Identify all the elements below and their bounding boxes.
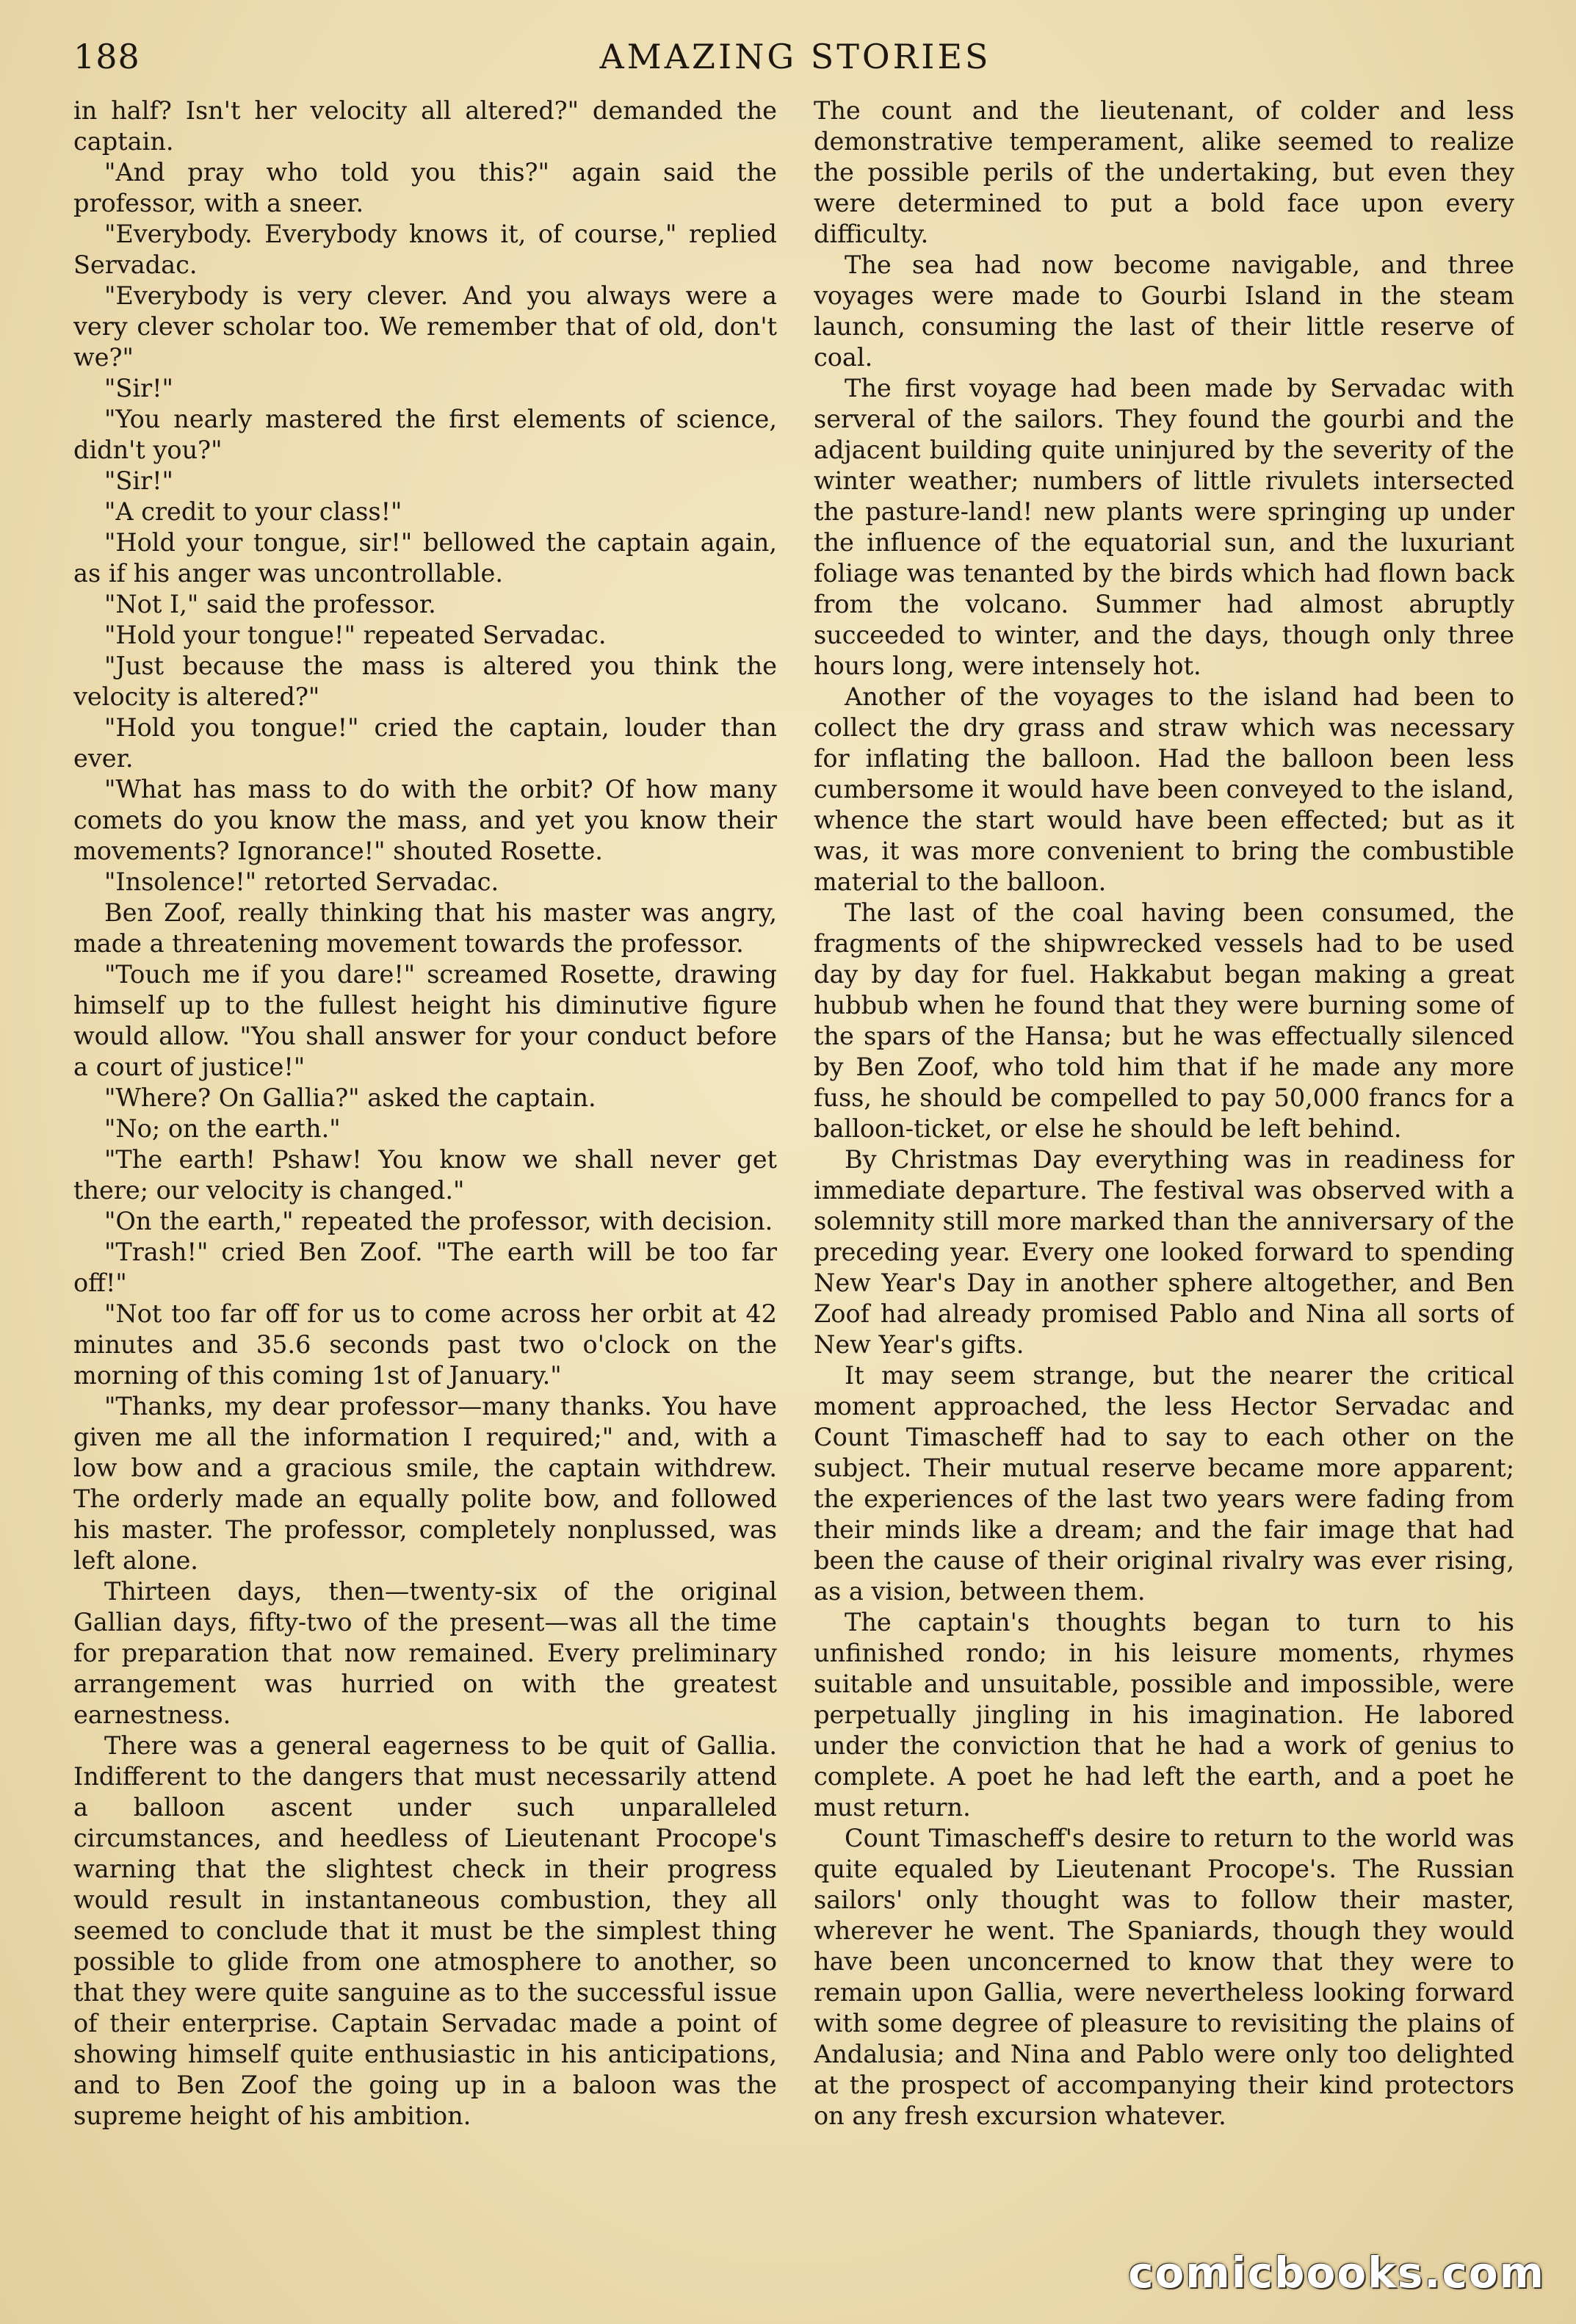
paragraph: "A credit to your class!" xyxy=(104,497,402,526)
paragraph: "The earth! Pshaw! You know we shall never get there; our velocity is changed." xyxy=(73,1145,777,1205)
paragraph: "Where? On Gallia?" asked the captain. xyxy=(104,1083,596,1112)
paragraph: "Hold your tongue, sir!" bellowed the captain again, as if his anger was uncontrollable. xyxy=(73,528,777,588)
paragraph: "Thanks, my dear professor—many thanks. You have given me all the information I required;" and, with a low bow and a gracious smile, the captain withdrew. The orderly made an equally polite bow, and followed his master. The professor, completely nonplussed, was left alone. xyxy=(73,1392,777,1575)
text-column-right xyxy=(814,95,1514,2240)
page-header xyxy=(73,37,1517,88)
paragraph: "Trash!" cried Ben Zoof. "The earth will be too far off!" xyxy=(73,1238,777,1297)
paragraph: "Sir!" xyxy=(104,374,173,403)
paragraph: "Not I," said the professor. xyxy=(104,590,436,618)
paragraph: "Sir!" xyxy=(104,466,173,495)
paragraph: in half? Isn't her velocity all altered?" demanded the captain. xyxy=(73,96,777,156)
paragraph: The last of the coal having been consumed, the fragments of the shipwrecked vessels had to be used day by day for fuel. Hakkabut began making a great hubbub when he found that they were burning some of the spars of the Hansa; but he was effectually silenced by Ben Zoof, who told him that if he made any more fuss, he should be compelled to pay 50,000 francs for a balloon-ticket, or else he should be left behind. xyxy=(814,898,1514,1143)
paragraph: The first voyage had been made by Servadac with serveral of the sailors. They found the gourbi and the adjacent building quite uninjured by the severity of the winter weather; numbers of little rivulets intersected the pasture-land! new plants were springing up under the influence of the equatorial sun, and the luxuriant foliage was tenanted by the birds which had flown back from the volcano. Summer had almost abruptly succeeded to winter, and the days, though only three hours long, were intensely hot. xyxy=(814,374,1514,680)
paragraph: There was a general eagerness to be quit of Gallia. Indifferent to the dangers that must necessarily attend a balloon ascent under such unparalleled circumstances, and heedless of Lieutenant Procope's warning that the slightest check in their progress would result in instantaneous combustion, they all seemed to conclude that it must be the simplest thing possible to glide from one atmosphere to another, so that they were quite sanguine as to the successful issue of their enterprise. Captain Servadac made a point of showing himself quite enthusiastic in his anticipations, and to Ben Zoof the going up in a baloon was the supreme height of his ambition. xyxy=(73,1731,777,2130)
paragraph: "Hold you tongue!" cried the captain, louder than ever. xyxy=(73,713,777,773)
site-watermark: comicbooks.com xyxy=(1128,2248,1545,2298)
paragraph: "Touch me if you dare!" screamed Rosette, drawing himself up to the fullest height his diminutive figure would allow. "You shall answer for your conduct before a court of justice!" xyxy=(73,960,777,1081)
paragraph: The count and the lieutenant, of colder and less demonstrative temperament, alike seemed to realize the possible perils of the undertaking, but even they were determined to put a bold face upon every difficulty. xyxy=(814,96,1514,248)
paragraph: "Just because the mass is altered you think the velocity is altered?" xyxy=(73,652,777,711)
running-title: AMAZING STORIES xyxy=(599,37,991,76)
paragraph: "And pray who told you this?" again said the professor, with a sneer. xyxy=(73,158,777,217)
paragraph: Ben Zoof, really thinking that his master was angry, made a threatening movement towards the professor. xyxy=(73,898,777,958)
paragraph: It may seem strange, but the nearer the critical moment approached, the less Hector Servadac and Count Timascheff had to say to each other on the subject. Their mutual reserve became more apparent; the experiences of the last two years were fading from their minds like a dream; and the fair image that had been the cause of their original rivalry was ever rising, as a vision, between them. xyxy=(814,1361,1514,1606)
paragraph: Count Timascheff's desire to return to the world was quite equaled by Lieutenant Procope's. The Russian sailors' only thought was to follow their master, wherever he went. The Spaniards, though they would have been unconcerned to know that they were to remain upon Gallia, were nevertheless looking forward with some degree of pleasure to revisiting the plains of Andalusia; and Nina and Pablo were only too delighted at the prospect of accompanying their kind protectors on any fresh excursion whatever. xyxy=(814,1824,1514,2130)
paragraph: "You nearly mastered the first elements of science, didn't you?" xyxy=(73,405,777,464)
paragraph: "Hold your tongue!" repeated Servadac. xyxy=(104,621,607,649)
paragraph: "Insolence!" retorted Servadac. xyxy=(104,867,499,896)
paragraph: Thirteen days, then—twenty-six of the original Gallian days, fifty-two of the present—was all the time for preparation that now remained. Every preliminary arrangement was hurried on with the greatest earnestness. xyxy=(73,1577,777,1729)
paragraph: "No; on the earth." xyxy=(104,1114,341,1143)
paragraph: "Everybody is very clever. And you always were a very clever scholar too. We remember that of old, don't we?" xyxy=(73,281,777,372)
paragraph: "Everybody. Everybody knows it, of course," replied Servadac. xyxy=(73,220,777,279)
page-number: 188 xyxy=(73,37,140,76)
paragraph: "Not too far off for us to come across her orbit at 42 minutes and 35.6 seconds past two o'clock on the morning of this coming 1st of January." xyxy=(73,1299,777,1390)
paragraph: "What has mass to do with the orbit? Of how many comets do you know the mass, and yet you know their movements? Ignorance!" shouted Rosette. xyxy=(73,775,777,865)
paragraph: "On the earth," repeated the professor, with decision. xyxy=(104,1207,773,1235)
paragraph: Another of the voyages to the island had been to collect the dry grass and straw which was necessary for inflating the balloon. Had the balloon been less cumbersome it would have been conveyed to the island, whence the start would have been effected; but as it was, it was more convenient to bring the combustible material to the balloon. xyxy=(814,682,1514,896)
paragraph: The sea had now become navigable, and three voyages were made to Gourbi Island in the steam launch, consuming the last of their little reserve of coal. xyxy=(814,250,1514,372)
paragraph: By Christmas Day everything was in readiness for immediate departure. The festival was observed with a solemnity still more marked than the anniversary of the preceding year. Every one looked forward to spending New Year's Day in another sphere altogether, and Ben Zoof had already promised Pablo and Nina all sorts of New Year's gifts. xyxy=(814,1145,1514,1359)
text-column-left xyxy=(73,95,777,2240)
paragraph: The captain's thoughts began to turn to his unfinished rondo; in his leisure moments, rhymes suitable and unsuitable, possible and impossible, were perpetually jingling in his imagination. He labored under the conviction that he had a work of genius to complete. A poet he had left the earth, and a poet he must return. xyxy=(814,1608,1514,1822)
